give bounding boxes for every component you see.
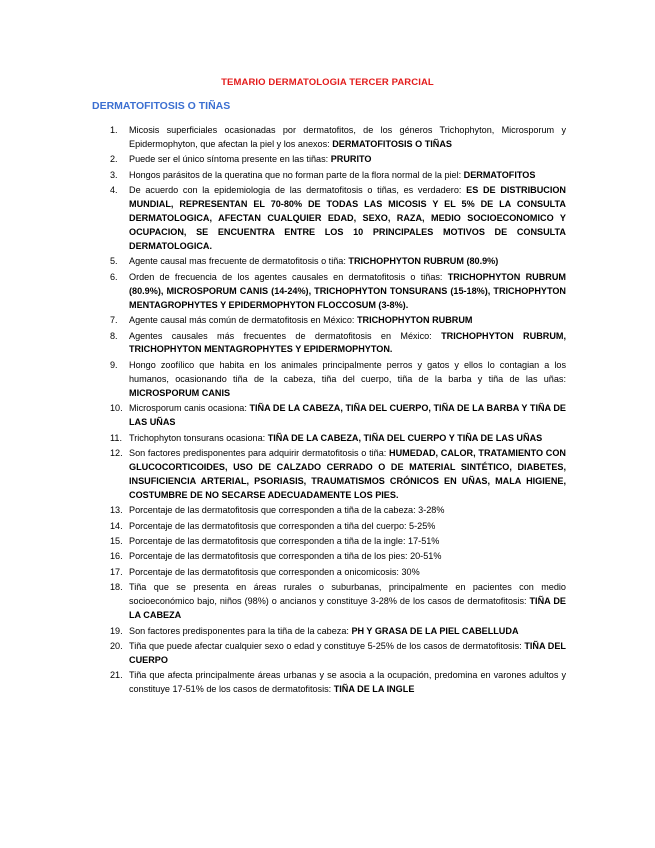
- question-text: Son factores predisponentes para adquirir dermatofitosis o tiña:: [129, 447, 390, 458]
- question-number: 19.: [110, 625, 123, 636]
- document-title: TEMARIO DERMATOLOGIA TERCER PARCIAL: [221, 77, 434, 88]
- question-answer: DERMATOFITOS: [463, 169, 536, 180]
- question-answer: TIÑA DE LA CABEZA: [129, 596, 566, 621]
- question-item: [92, 402, 566, 430]
- question-text: Porcentaje de las dermatofitosis que corresponden a tiña de la ingle: 17-51%: [129, 536, 440, 547]
- question-list: [92, 124, 566, 699]
- question-answer: TRICHOPHYTON RUBRUM (80.9%): [348, 256, 499, 267]
- question-text: Tiña que se presenta en áreas rurales o suburbanas, principalmente en pacientes con medio socioeconómico bajo, niños (98%) o ancianos y constituye 3-28% de los casos de dermatofitosis:: [129, 582, 566, 607]
- question-item: [92, 255, 566, 269]
- question-number: 2.: [110, 154, 118, 165]
- question-item: [92, 581, 566, 623]
- question-item: [92, 330, 566, 358]
- question-answer: DERMATOFITOSIS O TIÑAS: [332, 138, 452, 149]
- question-answer: TIÑA DE LA CABEZA, TIÑA DEL CUERPO, TIÑA DE LA BARBA Y TIÑA DE LAS UÑAS: [129, 403, 566, 428]
- question-item: [92, 640, 566, 668]
- question-item: [92, 314, 566, 328]
- question-text: Tiña que puede afectar cualquier sexo o edad y constituye 5-25% de los casos de dermatofitosis:: [129, 641, 525, 652]
- question-number: 16.: [110, 551, 123, 562]
- question-text: Porcentaje de las dermatofitosis que corresponden a tiña del cuerpo: 5-25%: [129, 520, 436, 531]
- question-text: Agente causal mas frecuente de dermatofitosis o tiña:: [129, 256, 349, 267]
- question-text: Hongos parásitos de la queratina que no forman parte de la flora normal de la piel:: [129, 169, 464, 180]
- question-text: Trichophyton tonsurans ocasiona:: [129, 432, 268, 443]
- question-answer: TRICHOPHYTON RUBRUM (80.9%), MICROSPORUM CANIS (14-24%), TRICHOPHYTON TONSURANS (15-18%), TRICHOPHYTON MENTAGROPHYTES Y EPIDERMOPHYTON FLOCCOSUM (3-8%).: [129, 271, 566, 310]
- question-text: Tiña que afecta principalmente áreas urbanas y se asocia a la ocupación, predomina en varones adultos y constituye 17-51% de los casos de dermatofitosis:: [129, 670, 566, 695]
- question-answer: TIÑA DE LA CABEZA, TIÑA DEL CUERPO Y TIÑA DE LAS UÑAS: [267, 432, 543, 443]
- question-number: 11.: [110, 432, 122, 443]
- question-item: [92, 359, 566, 401]
- section-heading: DERMATOFITOSIS O TIÑAS: [92, 100, 231, 112]
- question-item: [92, 169, 566, 183]
- question-item: [92, 504, 566, 518]
- question-number: 17.: [110, 566, 123, 577]
- question-number: 7.: [110, 315, 118, 326]
- question-number: 1.: [110, 125, 118, 135]
- question-number: 5.: [110, 256, 118, 267]
- question-text: Microsporum canis ocasiona:: [129, 403, 250, 414]
- question-item: [92, 520, 566, 534]
- question-number: 4.: [110, 185, 118, 196]
- question-item: [92, 447, 566, 503]
- question-answer: TRICHOPHYTON RUBRUM, TRICHOPHYTON MENTAGROPHYTES Y EPIDERMOPHYTON.: [129, 330, 566, 355]
- question-number: 9.: [110, 359, 118, 370]
- question-item: [92, 432, 566, 446]
- question-number: 10.: [110, 403, 123, 414]
- question-answer: PH Y GRASA DE LA PIEL CABELLUDA: [351, 625, 519, 636]
- question-text: Son factores predisponentes para la tiña de la cabeza:: [129, 625, 352, 636]
- question-answer: MICROSPORUM CANIS: [129, 387, 231, 398]
- question-number: 3.: [110, 169, 118, 180]
- question-answer: TRICHOPHYTON RUBRUM: [356, 315, 473, 326]
- question-text: Porcentaje de las dermatofitosis que corresponden a onicomicosis: 30%: [129, 566, 420, 577]
- question-text: Porcentaje de las dermatofitosis que corresponden a tiña de la cabeza: 3-28%: [129, 505, 445, 516]
- question-text: Orden de frecuencia de los agentes causales en dermatofitosis o tiñas:: [129, 271, 448, 282]
- question-number: 21.: [110, 670, 123, 681]
- question-text: Agentes causales más frecuentes de dermatofitosis en México:: [129, 330, 442, 341]
- question-answer: TIÑA DE LA INGLE: [333, 684, 415, 695]
- question-item: [92, 124, 566, 152]
- question-number: 6.: [110, 271, 118, 282]
- question-item: [92, 550, 566, 564]
- question-text: Porcentaje de las dermatofitosis que corresponden a tiña de los pies: 20-51%: [129, 551, 442, 562]
- question-answer: PRURITO: [330, 154, 372, 165]
- question-number: 18.: [110, 582, 123, 593]
- question-text: De acuerdo con la epidemiologia de las dermatofitosis o tiñas, es verdadero:: [129, 185, 467, 196]
- question-number: 20.: [110, 641, 123, 652]
- question-answer: TIÑA DEL CUERPO: [129, 641, 566, 666]
- question-number: 12.: [110, 447, 123, 458]
- question-number: 8.: [110, 330, 118, 341]
- question-item: [92, 535, 566, 549]
- question-text: Agente causal más común de dermatofitosis en México:: [129, 315, 357, 326]
- question-answer: HUMEDAD, CALOR, TRATAMIENTO CON GLUCOCORTICOIDES, USO DE CALZADO CERRADO O DE MATERIAL SINTÉTICO, DIABETES, INSUFICIENCIA ARTERIAL, PSORIASIS, TRAUMATISMOS CRÓNICOS EN UÑAS, MALA HIGIENE, COSTUMBRE DE NO SECARSE ADECUADAMENTE LOS PIES.: [129, 447, 567, 500]
- question-number: 14.: [110, 520, 123, 531]
- question-number: 15.: [110, 536, 123, 547]
- question-answer: ES DE DISTRIBUCION MUNDIAL, REPRESENTAN EL 70-80% DE TODAS LAS MICOSIS Y EL 5% DE LA CONSULTA DERMATOLOGICA, AFECTAN CUALQUIER EDAD, SEXO, RAZA, MEDIO SOCIOECONOMICO Y OCUPACION, SE ENCUENTRA ENTRE LOS 10 PRINCIPALES MOTIVOS DE CONSULTA DERMATOLOGICA.: [129, 185, 566, 251]
- question-item: [92, 153, 566, 167]
- question-text: Hongo zoofílico que habita en los animales principalmente perros y gatos y ellos lo contagian a los humanos, ocasionando tiña de la cabeza, tiña del cuerpo, tiña de la barba y tiña de las uñas:: [129, 359, 566, 384]
- question-text: Micosis superficiales ocasionadas por dermatofitos, de los géneros Trichophyton, Microsporum y Epidermophyton, que afectan la piel y los anexos:: [129, 125, 566, 149]
- question-item: [92, 184, 566, 254]
- question-item: [92, 566, 566, 580]
- question-number: 13.: [110, 505, 123, 516]
- question-item: [92, 669, 566, 697]
- question-text: Puede ser el único síntoma presente en las tiñas:: [129, 154, 331, 165]
- question-item: [92, 625, 566, 639]
- question-item: [92, 271, 566, 313]
